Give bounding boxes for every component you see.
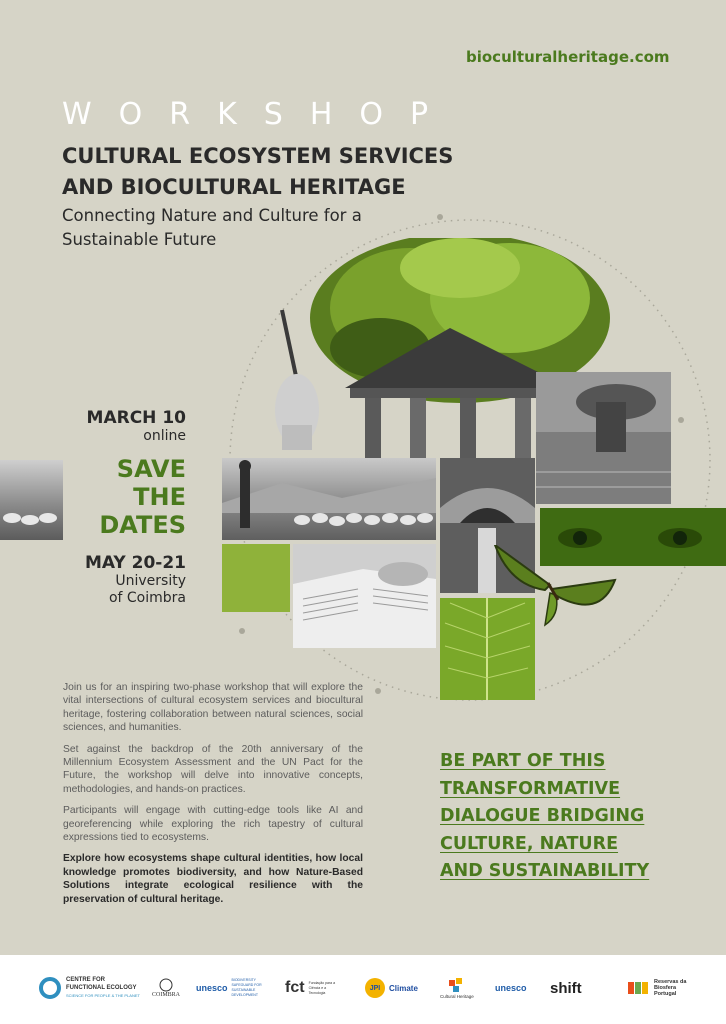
may-place-line-2: of Coimbra <box>108 590 186 606</box>
website-url[interactable]: bioculturalheritage.com <box>466 48 670 66</box>
save-line-3: DATES <box>99 511 186 539</box>
fct-subtitle: Fundação para a Ciência e a Tecnologia <box>308 980 336 995</box>
jpi-badge: JPI <box>365 978 385 998</box>
shepherd-sheep-image <box>222 458 436 540</box>
butterfly-image <box>490 545 620 630</box>
paragraph-3: Participants will engage with cutting-edge tools like AI and georeferencing while exploring the rich tapestry of cultural expressions tied to ecosystems. <box>63 805 363 844</box>
unesco-text: unesco <box>196 983 228 993</box>
cta-line-1: BE PART OF THIS <box>440 751 606 771</box>
fct-text: fct <box>285 979 305 996</box>
green-square-block <box>222 544 290 612</box>
book-reading-image <box>293 544 436 648</box>
coimbra-logo <box>152 968 180 1008</box>
cfe-logo <box>38 968 146 1008</box>
save-the-dates <box>40 455 186 539</box>
workshop-title: CULTURAL ECOSYSTEM SERVICES AND BIOCULTURAL HERITAGE <box>62 144 454 199</box>
cfe-name: CENTRE FOR FUNCTIONAL ECOLOGY <box>66 977 137 991</box>
may-place-line-1: University <box>115 573 186 589</box>
reservas-icon <box>628 980 650 996</box>
cta-line-3: DIALOGUE BRIDGING <box>440 806 645 826</box>
reservas-text: Reservas da Biosfera Portugal <box>654 979 687 997</box>
cfe-circle-icon <box>38 976 62 1000</box>
march-mode: online <box>143 428 186 444</box>
march-date-block <box>40 408 186 444</box>
cultural-heritage-icon <box>447 978 467 994</box>
coimbra-text: COIMBRA <box>152 992 181 998</box>
jpi-climate-text: Climate <box>389 983 418 993</box>
paragraph-4: Explore how ecosystems shape cultural identities, how local knowledge promotes biodiversity, and how Nature-Based Solutions integrate ecological resilience with the preservation of cultural heritage. <box>63 853 363 905</box>
hand-brush-image <box>262 305 324 450</box>
unesco-chair-text: BIODIVERSITY SAFEGUARD FOR SUSTAINABLE DEVELOPMENT <box>231 978 262 997</box>
description-text <box>63 681 363 914</box>
cta-line-4: CULTURE, NATURE <box>440 833 619 854</box>
farmer-planting-image <box>536 372 671 504</box>
paragraph-1: Join us for an inspiring two-phase workshop that will explore the vital intersections of cultural ecosystem services and biocultural heritage, fostering collaboration between natural sciences, social sciences, and humanities. <box>63 682 363 734</box>
reservas-biosfera-logo <box>628 968 696 1008</box>
cultural-heritage-text: Cultural Heritage <box>440 993 474 999</box>
shift-logo <box>550 968 582 1008</box>
save-line-2: THE <box>133 483 186 511</box>
cfe-tagline: SCIENCE FOR PEOPLE & THE PLANET <box>66 993 140 998</box>
workshop-subtitle: Connecting Nature and Culture for a Sustainable Future <box>62 206 362 249</box>
call-to-action[interactable] <box>440 748 690 886</box>
unesco-text-2: unesco <box>495 983 527 993</box>
cta-line-2: TRANSFORMATIVE <box>440 778 621 799</box>
partner-logos <box>0 968 726 1012</box>
shift-text: shift <box>550 979 582 997</box>
march-date: MARCH 10 <box>86 408 186 428</box>
unesco-chair-logo <box>196 968 270 1008</box>
may-date: MAY 20-21 <box>84 553 186 573</box>
fct-logo <box>285 968 343 1008</box>
cultural-heritage-logo <box>440 968 474 1008</box>
unesco-logo-2 <box>495 968 527 1008</box>
coimbra-seal-icon <box>158 978 174 992</box>
jpi-climate-logo <box>365 968 418 1008</box>
save-line-1: SAVE <box>116 455 186 483</box>
may-date-block <box>40 553 186 607</box>
paragraph-2: Set against the backdrop of the 20th anniversary of the Millennium Ecosystem Assessment and the UN Pact for the Future, the workshop will delve into innovative concepts, methodologies, and hands-on practices. <box>63 743 363 795</box>
workshop-kicker: WORKSHOP <box>62 97 456 132</box>
cta-line-5: AND SUSTAINABILITY <box>440 861 650 881</box>
